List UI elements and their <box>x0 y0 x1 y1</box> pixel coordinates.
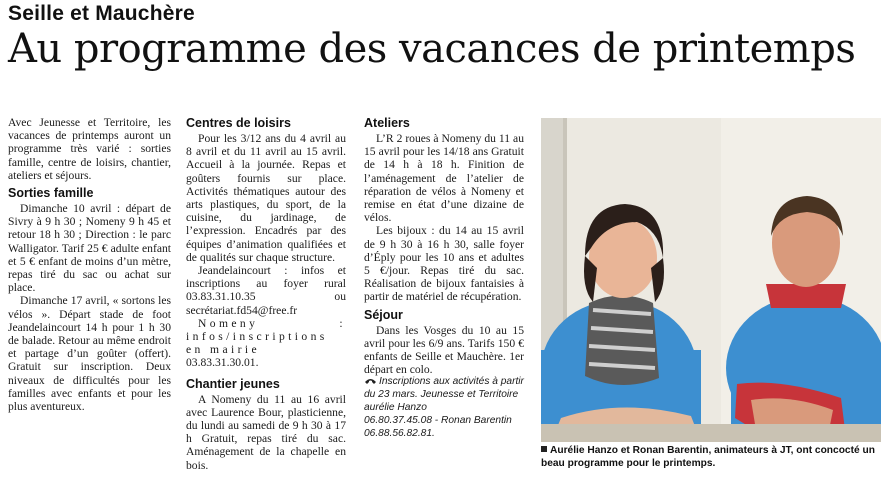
paragraph: A Nomeny du 11 au 16 avril avec Laurence Bour, plasticienne, du lundi au samedi de 9 h 30 à 17 h Gratuit, repas tiré du sac. Aménagement de la chapelle en bois. <box>186 392 346 472</box>
paragraph: Dimanche 10 avril : départ de Sivry à 9 h 30 ; Nomeny 9 h 45 et retour 18 h 30 ; Direction : le parc Walligator. Tarif 25 € adulte enfant et 5 € enfant de moins d’un mètre, repas tiré du sac ou achat sur place. <box>8 202 171 295</box>
subhead-sorties-famille: Sorties famille <box>8 186 94 201</box>
paragraph: Jeandelaincourt : infos et inscriptions au foyer rural 03.83.31.10.35 ou secrétariat.fd54@free.fr <box>186 264 346 317</box>
paragraph: Dimanche 17 avril, « sortons les vélos ». Départ stade de foot Jeandelaincourt 14 h pour 1 h 30 de balade. Retour au même endroit et partage d’un goûter (offert). Gratuit sur inscription. Deux niveaux de difficultés pour les familles avec enfants et pour les plus aventureux. <box>8 294 171 414</box>
phone-number: 03.83.31.30.01. <box>186 356 259 370</box>
phone-line: 06.80.37.45.08 - Ronan Barentin <box>364 414 512 426</box>
section-kicker: Seille et Mauchère <box>8 2 195 25</box>
registration-note <box>364 376 524 440</box>
subhead-ateliers: Ateliers <box>364 116 410 130</box>
paragraph: Dans les Vosges du 10 au 15 avril pour les 6/9 ans. Tarifs 150 € enfants de Seille et Mauchère. 1er départ en colo. <box>364 323 524 377</box>
note-text: Inscriptions aux activités à partir du 23 mars. Jeunesse et Territoire aurélie Hanzo <box>364 376 524 414</box>
caption-text: Aurélie Hanzo et Ronan Barentin, animateurs à JT, ont concocté un beau programme pour le printemps. <box>541 445 875 469</box>
headline: Au programme des vacances de printemps <box>8 26 856 72</box>
photo-illustration <box>541 118 881 442</box>
subhead-sejour: Séjour <box>364 307 403 322</box>
intro-paragraph: Avec Jeunesse et Territoire, les vacances de printemps auront un programme très varié : sorties famille, centre de loisirs, chantier, ateliers et séjours. <box>8 116 171 182</box>
phone-line: 06.88.56.82.81. <box>364 427 435 439</box>
paragraph: Pour les 3/12 ans du 4 avril au 8 avril et du 11 avril au 15 avril. Accueil à la journée. Repas et goûters fournis sur place. Activités thématiques autour des arts plastiques, du sport, de la cuisine, du jardinage, de l’expression. Encadrés par des équipes d’animation qualifiées et de qualités sur chaque structure. <box>186 132 346 264</box>
photo-caption <box>541 444 883 470</box>
column-1 <box>8 116 171 413</box>
bullet-square-icon <box>541 446 547 452</box>
paragraph: Nomeny : infos/inscriptions en mairie <box>186 316 346 357</box>
subhead-chantier-jeunes: Chantier jeunes <box>186 376 280 391</box>
paragraph: L’R 2 roues à Nomeny du 11 au 15 avril pour les 14/18 ans Gratuit de 14 h à 18 h. Finition de l’aménagement de l’atelier de réparation de vélos à Nomeny et remise en état d’une dizaine de vélos. <box>364 132 524 225</box>
subhead-centres-de-loisirs: Centres de loisirs <box>186 116 291 130</box>
phone-icon <box>364 377 377 385</box>
paragraph: Les bijoux : du 14 au 15 avril de 9 h 30 à 16 h 30, salle foyer d’Éply pour les 10 ans et adultes 5 €/jour. Repas tiré du sac. Réalisation de bijoux fantaisies à partir de matériel de récupération. <box>364 224 524 304</box>
photo <box>541 118 881 442</box>
column-3 <box>364 116 524 440</box>
column-2 <box>186 116 346 472</box>
